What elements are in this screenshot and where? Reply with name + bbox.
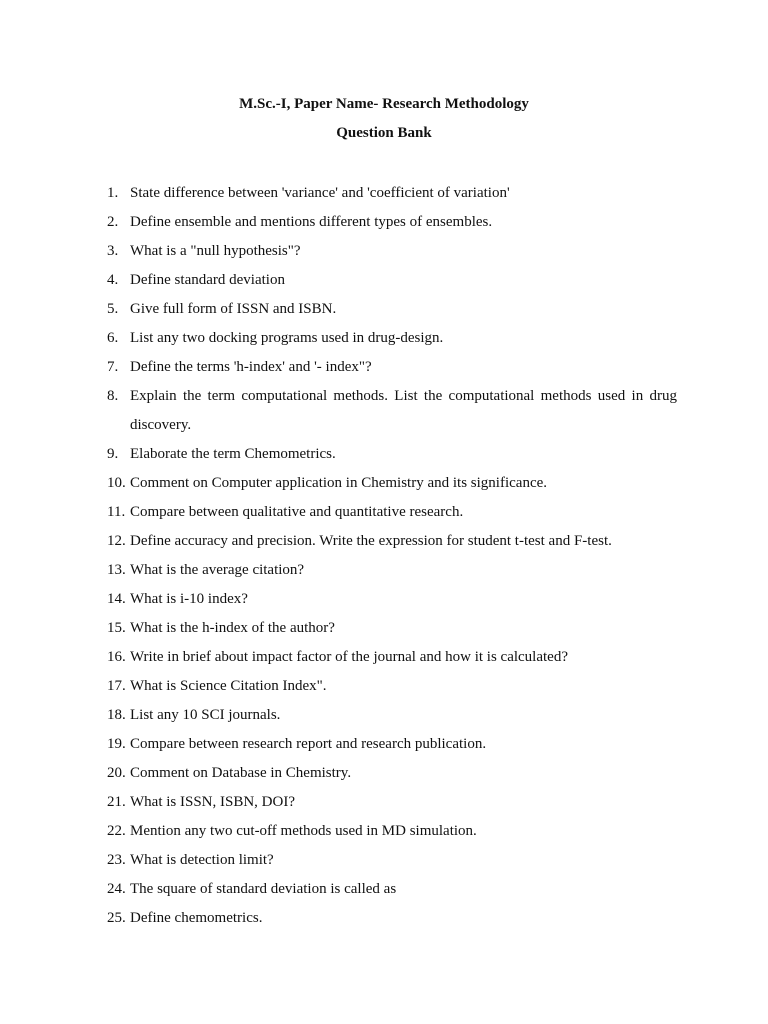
question-number: 18. bbox=[107, 707, 126, 723]
question-number: 7. bbox=[107, 359, 119, 375]
question-number: 25. bbox=[107, 910, 126, 926]
question-item bbox=[107, 846, 677, 875]
question-item bbox=[107, 382, 677, 440]
question-number: 15. bbox=[107, 620, 126, 636]
question-text: Comment on Database in Chemistry. bbox=[130, 765, 352, 781]
question-text: Explain the term computational methods. List the computational methods used in drug discovery. bbox=[130, 388, 677, 433]
question-item bbox=[107, 237, 677, 266]
question-item bbox=[107, 788, 677, 817]
question-number: 4. bbox=[107, 272, 119, 288]
question-number: 21. bbox=[107, 794, 126, 810]
question-text: What is i-10 index? bbox=[130, 591, 248, 607]
question-text: What is the h-index of the author? bbox=[130, 620, 335, 636]
question-number: 11. bbox=[107, 504, 126, 520]
question-item bbox=[107, 498, 677, 527]
question-number: 2. bbox=[107, 214, 119, 230]
question-item bbox=[107, 643, 677, 672]
question-item bbox=[107, 179, 677, 208]
question-text: List any 10 SCI journals. bbox=[130, 707, 281, 723]
question-text: What is ISSN, ISBN, DOI? bbox=[130, 794, 295, 810]
question-text: Define ensemble and mentions different types of ensembles. bbox=[130, 214, 493, 230]
question-text: The square of standard deviation is called as bbox=[130, 881, 397, 897]
question-item bbox=[107, 266, 677, 295]
question-text: Compare between research report and research publication. bbox=[130, 736, 487, 752]
question-list bbox=[107, 179, 677, 933]
question-item bbox=[107, 208, 677, 237]
question-item bbox=[107, 730, 677, 759]
question-text: Compare between qualitative and quantitative research. bbox=[130, 504, 464, 520]
question-item bbox=[107, 353, 677, 382]
question-item bbox=[107, 295, 677, 324]
question-item bbox=[107, 759, 677, 788]
question-item bbox=[107, 556, 677, 585]
question-item bbox=[107, 817, 677, 846]
question-item bbox=[107, 469, 677, 498]
question-text: List any two docking programs used in drug-design. bbox=[130, 330, 444, 346]
question-number: 3. bbox=[107, 243, 119, 259]
question-number: 13. bbox=[107, 562, 126, 578]
question-number: 24. bbox=[107, 881, 126, 897]
question-number: 19. bbox=[107, 736, 126, 752]
question-text: What is the average citation? bbox=[130, 562, 305, 578]
question-number: 23. bbox=[107, 852, 126, 868]
question-item bbox=[107, 585, 677, 614]
question-number: 9. bbox=[107, 446, 119, 462]
question-item bbox=[107, 701, 677, 730]
question-number: 22. bbox=[107, 823, 126, 839]
document-title: M.Sc.-I, Paper Name- Research Methodology bbox=[239, 96, 529, 112]
question-text: Define the terms 'h-index' and '- index"? bbox=[130, 359, 372, 375]
document-subtitle: Question Bank bbox=[336, 125, 432, 141]
question-number: 10. bbox=[107, 475, 126, 491]
question-number: 16. bbox=[107, 649, 126, 665]
question-text: Give full form of ISSN and ISBN. bbox=[130, 301, 337, 317]
question-text: Elaborate the term Chemometrics. bbox=[130, 446, 336, 462]
question-text: What is a "null hypothesis"? bbox=[130, 243, 301, 259]
question-number: 17. bbox=[107, 678, 126, 694]
question-number: 6. bbox=[107, 330, 119, 346]
question-text: Comment on Computer application in Chemistry and its significance. bbox=[130, 475, 548, 491]
question-number: 8. bbox=[107, 388, 119, 404]
question-text: Mention any two cut-off methods used in MD simulation. bbox=[130, 823, 477, 839]
question-item bbox=[107, 672, 677, 701]
question-text: Define chemometrics. bbox=[130, 910, 263, 926]
question-item bbox=[107, 440, 677, 469]
question-text: Define standard deviation bbox=[130, 272, 285, 288]
question-number: 20. bbox=[107, 765, 126, 781]
question-item bbox=[107, 614, 677, 643]
question-number: 12. bbox=[107, 533, 126, 549]
question-text: What is Science Citation Index". bbox=[130, 678, 327, 694]
question-item bbox=[107, 527, 677, 556]
question-number: 5. bbox=[107, 301, 119, 317]
question-text: What is detection limit? bbox=[130, 852, 274, 868]
question-number: 14. bbox=[107, 591, 126, 607]
question-text: Write in brief about impact factor of the journal and how it is calculated? bbox=[130, 649, 568, 665]
question-item bbox=[107, 324, 677, 353]
question-item bbox=[107, 875, 677, 904]
question-text: Define accuracy and precision. Write the expression for student t-test and F-test. bbox=[130, 533, 612, 549]
question-text: State difference between 'variance' and 'coefficient of variation' bbox=[130, 185, 510, 201]
question-item bbox=[107, 904, 677, 933]
question-number: 1. bbox=[107, 185, 119, 201]
